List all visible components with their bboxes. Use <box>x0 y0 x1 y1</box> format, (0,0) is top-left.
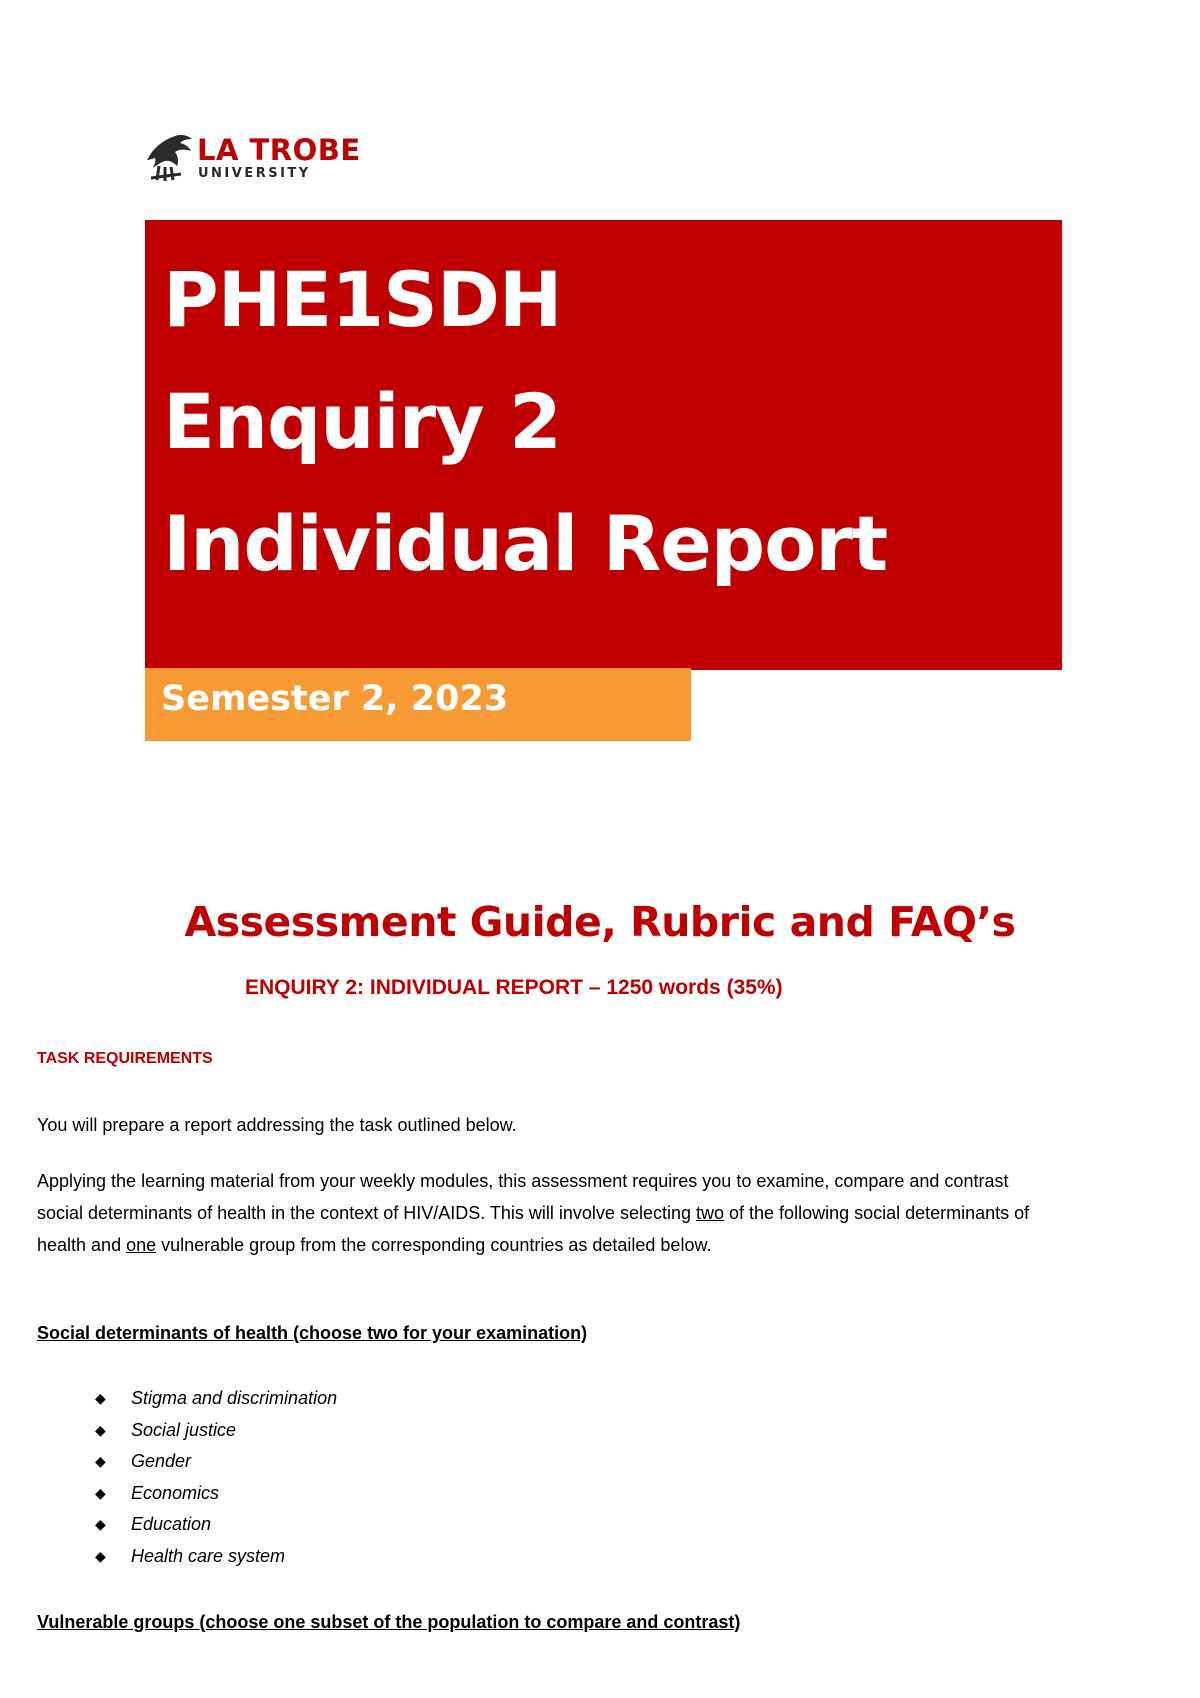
vulnerable-groups-heading: Vulnerable groups (choose one subset of the population to compare and contrast) <box>37 1612 741 1632</box>
semester-label: Semester 2, 2023 <box>161 679 509 719</box>
list-item <box>95 1415 337 1447</box>
list-item-label: Gender <box>131 1451 192 1471</box>
determinants-heading: Social determinants of health (choose two for your examination) <box>37 1323 588 1343</box>
bullet-icon: ◆ <box>95 1484 106 1501</box>
list-item <box>95 1383 337 1415</box>
bullet-icon: ◆ <box>95 1453 106 1469</box>
body-paragraph <box>37 1165 1057 1261</box>
bullet-icon: ◆ <box>95 1421 106 1438</box>
semester-banner <box>145 668 691 741</box>
list-item <box>95 1478 337 1510</box>
report-title: Individual Report <box>163 499 888 588</box>
list-item <box>95 1509 337 1541</box>
enquiry-title: Enquiry 2 <box>163 377 561 466</box>
body-text-3: vulnerable group from the corresponding countries as detailed below. <box>156 1235 712 1255</box>
course-code: PHE1SDH <box>163 255 562 344</box>
list-item-label: Economics <box>131 1482 220 1503</box>
bullet-icon: ◆ <box>95 1547 106 1564</box>
list-item-label: Education <box>131 1514 212 1534</box>
list-item-label: Stigma and discrimination <box>131 1388 338 1408</box>
title-banner <box>145 220 1062 670</box>
emphasis-two: two <box>696 1203 725 1223</box>
emphasis-one: one <box>126 1235 157 1255</box>
enquiry-subtitle: ENQUIRY 2: INDIVIDUAL REPORT – 1250 words (35%) <box>245 976 783 999</box>
body-text-1: Applying the learning material from your weekly modules, this assessment requires you to examine, compare and contrast social determinants of health in the context of HIV/AIDS. This will involve selecting <box>37 1171 1009 1223</box>
bullet-icon: ◆ <box>95 1516 106 1532</box>
bullet-icon: ◆ <box>95 1390 106 1406</box>
logo-wordmark: LA TROBE <box>197 133 361 167</box>
list-item-label: Social justice <box>131 1419 237 1440</box>
task-requirements-heading: TASK REQUIREMENTS <box>37 1050 213 1067</box>
intro-paragraph: You will prepare a report addressing the task outlined below. <box>37 1115 517 1135</box>
list-item <box>95 1541 337 1573</box>
list-item-label: Health care system <box>131 1545 286 1566</box>
list-item <box>95 1446 337 1478</box>
determinants-list <box>95 1383 337 1572</box>
university-logo <box>145 130 375 184</box>
body-text-2: of the following social determinants of health and <box>37 1203 1030 1255</box>
logo-subtitle: UNIVERSITY <box>198 166 311 181</box>
guide-title: Assessment Guide, Rubric and FAQ’s <box>184 898 1016 946</box>
eagle-icon <box>145 130 195 184</box>
